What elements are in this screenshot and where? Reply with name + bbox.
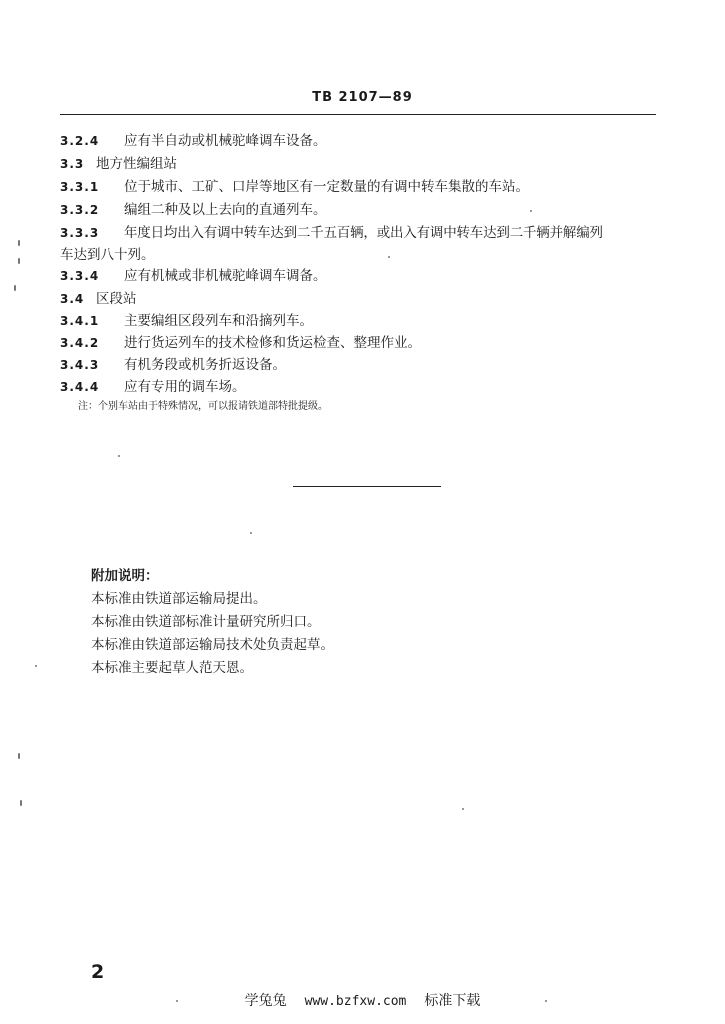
- clause-line: [60, 201, 327, 219]
- clause-text: 应有机械或非机械驼峰调车调备。: [124, 268, 327, 284]
- scan-speck: [14, 285, 16, 291]
- scan-speck: [530, 210, 532, 212]
- page-number: 2: [91, 961, 105, 983]
- scan-speck: [250, 532, 252, 534]
- scan-speck: [118, 455, 120, 457]
- clause-number: 3.3.2: [60, 203, 100, 217]
- additional-note-line: 本标准由铁道部运输局技术处负责起草。: [91, 637, 334, 653]
- clause-text: 年度日均出入有调中转车达到二千五百辆，或出入有调中转车达到二千辆并解编列: [124, 225, 603, 241]
- watermark-footer: [0, 990, 725, 1010]
- scan-speck: [462, 808, 464, 810]
- clause-line: [60, 267, 327, 285]
- footer-site-name: 学兔兔: [244, 993, 287, 1009]
- scan-speck: [18, 258, 20, 264]
- clause-number: 3.3.3: [60, 226, 100, 240]
- clause-text: 位于城市、工矿、口岸等地区有一定数量的有调中转车集散的车站。: [124, 179, 529, 195]
- additional-note-line: 本标准由铁道部运输局提出。: [91, 591, 267, 607]
- footnote: 注：个别车站由于特殊情况，可以报请铁道部特批提级。: [78, 401, 328, 412]
- clause-number: 3.3.1: [60, 180, 100, 194]
- section-divider: [293, 486, 441, 487]
- header-rule: [60, 114, 656, 115]
- scan-speck: [20, 800, 22, 806]
- clause-line: [60, 356, 286, 374]
- additional-note-line: 本标准主要起草人范天恩。: [91, 660, 253, 676]
- clause-number: 3.4.2: [60, 336, 100, 350]
- clause-text: 进行货运列车的技术检修和货运检查、整理作业。: [124, 335, 421, 351]
- section-heading: [60, 155, 177, 173]
- clause-line: [60, 334, 421, 352]
- clause-number: 3.4.1: [60, 314, 100, 328]
- footer-tagline: 标准下载: [424, 993, 481, 1009]
- additional-notes-title: 附加说明：: [91, 568, 159, 584]
- clause-text: 编组二种及以上去向的直通列车。: [124, 202, 327, 218]
- clause-line: [60, 378, 246, 396]
- footer-url: www.bzfxw.com: [304, 994, 407, 1009]
- clause-number: 3.3.4: [60, 269, 100, 283]
- additional-note-line: 本标准由铁道部标准计量研究所归口。: [91, 614, 321, 630]
- clause-line: [60, 224, 603, 242]
- clause-line: [60, 178, 529, 196]
- clause-text: 应有专用的调车场。: [124, 379, 246, 395]
- clause-line: [60, 312, 313, 330]
- section-number: 3.4: [60, 292, 85, 306]
- scan-speck: [545, 1000, 547, 1002]
- clause-text: 车达到八十列。: [60, 247, 155, 263]
- clause-text: 应有半自动或机械驼峰调车设备。: [124, 133, 327, 149]
- section-number: 3.3: [60, 157, 85, 171]
- section-title: 区段站: [96, 291, 137, 307]
- scan-speck: [18, 240, 20, 246]
- section-heading: [60, 290, 137, 308]
- clause-number: 3.2.4: [60, 134, 100, 148]
- clause-number: 3.4.3: [60, 358, 100, 372]
- scan-speck: [176, 1000, 178, 1002]
- section-title: 地方性编组站: [96, 156, 177, 172]
- clause-line: [60, 132, 327, 150]
- scan-speck: [18, 753, 20, 759]
- document-code: TB 2107—89: [312, 90, 413, 105]
- clause-continuation: [60, 246, 155, 264]
- scan-speck: [388, 256, 390, 258]
- scan-speck: [35, 665, 37, 667]
- clause-text: 主要编组区段列车和沿摘列车。: [124, 313, 313, 329]
- clause-number: 3.4.4: [60, 380, 100, 394]
- clause-text: 有机务段或机务折返设备。: [124, 357, 286, 373]
